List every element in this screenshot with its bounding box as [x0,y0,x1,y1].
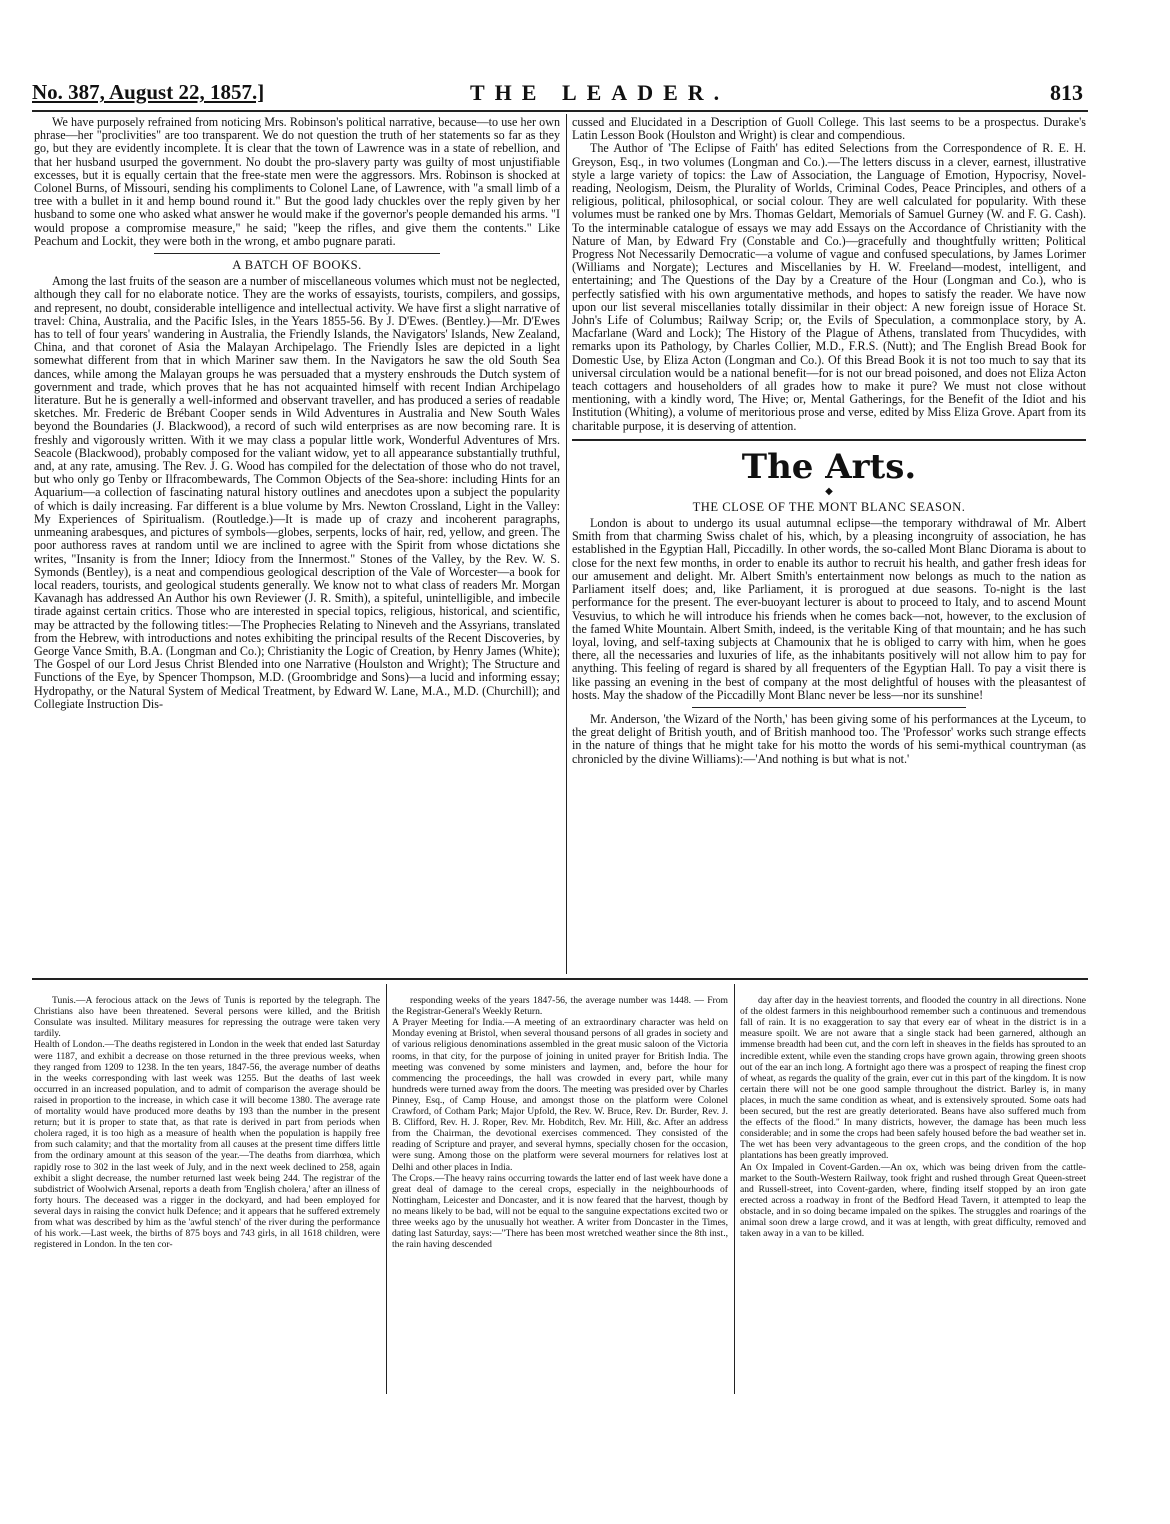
eclipse-of-faith-paragraph: The Author of 'The Eclipse of Faith' has edited Selections from the Correspondence of R. E. H. Greyson, Esq., in two volumes (Longman and Co.).—The letters discuss in a clever, earnest, illustrative style a large variety of topics: the Law of Association, the Language of Emotion, Hypocrisy, Novel-reading, Neologism, Deism, the Plurality of Worlds, Criminal Codes, Peace Principles, and others of a religious, political, philosophical, or social colour. They are well calculated for popularity. With these volumes must be ranked one by Mrs. Thomas Geldart, Memorials of Samuel Gurney (W. and F. G. Cash). To the interminable catalogue of essays we may add Essays on the Accordance of Christianity with the Nature of Man, by Edward Fry (Constable and Co.)—gracefully and thoughtfully written; Political Progress Not Necessarily Democratic—a volume of vague and confused speculations, by James Lorimer (Williams and Norgate); Lectures and Miscellanies by H. W. Freeland—modest, intelligent, and entertaining; and The Questions of the Day by a Creature of the Hour (Longman and Co.), who is perfectly satisfied with his own argumentative methods, and hopes to satisfy the reader. We have now upon our list several miscellanies totally dissimilar in their object: A new foreign issue of Horace St. John's Life of Columbus; Railway Scrip; or, the Evils of Speculation, a commonplace story, by A. Macfarlane (Ward and Lock); The History of the Plague of Athens, translated from Thucydides, with remarks upon its Pathology, by Charles Collier, M.D., F.R.S. (Nutt); and The English Bread Book for Domestic Use, by Eliza Acton (Longman and Co.). Of this Bread Book it is not too much to say that its universal circulation would be a national benefit—for is not our bread poisoned, and does not Eliza Acton teach cottagers and householders of all grades how to make it pure? We must not close without mentioning, with a kindly word, The Hive; or, Mental Gatherings, for the Benefit of the Idiot and his Institution (Whiting), a volume of meritorious prose and verse, edited by Miss Eliza Grove. Apart from its charitable purpose, it is deserving of attention. [572,141,1086,433]
bottom-column-2 [392,984,728,1440]
arts-rule [572,439,1086,441]
top-right-column [572,116,1086,974]
bottom-divider-1 [386,984,387,1394]
bottom-column-1 [34,984,380,1440]
top-column-divider [566,114,567,974]
section-rule [154,253,440,254]
page-number: 813 [1050,80,1083,105]
crops-and-ox-paragraphs: day after day in the heaviest torrents, and flooded the country in all directions. None of the oldest farmers in this neighbourhood remember such a continuous and tremendous fall of rain. It is no exaggeration to say that every ear of wheat in the district is in a measure spoilt. We are not aware that a single stack had been garnered, although an immense breadth had been cut, and the corn left in sheaves in the fields has sprouted to an incredible extent, while even the standing crops have grown again, throwing green shoots out of the ear an inch long. A fortnight ago there was a prospect of reaping the finest crop of wheat, as regards the quality of the grain, ever cut in this part of the kingdom. It is now certain there will not be one good sample throughout the district. Barley is, in many places, in much the same condition as wheat, and is extensively sprouted. Some oats had been secured, but the rest are greatly deteriorated. Beans have also suffered much from the effects of the flood." In many districts, however, the damage has been much less considerable; and in some the crops had been safely housed before the bad weather set in. The wet has been very advantageous to the green crops, and the condition of the hop plantations has been greatly improved. An Ox Impaled in Covent-Garden.—An ox, which was being driven from the cattle-market to the South-Western Railway, took fright and rushed through Great Queen-street and Russell-street, into Covent-garden, where, finding itself stopped by an iron gate erected across a roadway in front of the Bedford Head Tavern, it attempted to leap the obstacle, and in so doing became impaled on the spikes. The struggles and roarings of the animal soon drew a large crowd, and it was at length, with great difficulty, removed and taken away in a van to be killed. [740,995,1086,1240]
arts-heading: The Arts. [741,446,917,487]
batch-of-books-heading: A BATCH OF BOOKS. [232,258,362,273]
ornament-icon: ◆ [825,485,833,497]
mont-blanc-paragraph: London is about to undergo its usual autumnal eclipse—the temporary withdrawal of Mr. Albert Smith from that charming Swiss chalet of his, which, by a pleasing incongruity of association, he has established in the Egyptian Hall, Piccadilly. In other words, the so-called Mont Blanc Diorama is about to close for the next few months, in order to enable its author to recruit his health, and gather fresh ideas for our amusement and delight. Mr. Albert Smith's entertainment now belongs as much to the nation as Parliament itself does; and, like Parliament, it is prorogued at due seasons. To-night is the last performance for the present. The ever-buoyant lecturer is about to proceed to Italy, and to ascend Mount Vesuvius, to which he will introduce his friends when he comes back—not, however, to the exclusion of the famed White Mountain. Albert Smith, indeed, is the veritable King of that mountain; and he has such loyal, loving, and self-taxing subjects at Chamounix that he is obliged to carry with him, when he goes there, all the necessaries and luxuries of life, as the inhabitants positively will not allow him to pay for anything. This feeling of regard is shared by all frequenters of the Egyptian Hall. To pay a visit there is like passing an evening in the best of company at the most delightful of houses with the pleasantest of hosts. May the shadow of the Piccadilly Mont Blanc never be less—nor its sunshine! [572,516,1086,702]
bottom-divider-2 [734,984,735,1394]
continued-paragraph: cussed and Elucidated in a Description of Guoll College. This last seems to be a prospectus. Durake's Latin Lesson Book (Houlston and Wright) is clear and compendious. [572,116,1086,143]
tunis-and-health-paragraphs: Tunis.—A ferocious attack on the Jews of Tunis is reported by the telegraph. The Christians also have been threatened. Several persons were killed, and the British Consulate was insulted. Military measures for repressing the outrage were taken very tardily. Health of London.—The deaths registered in London in the week that ended last Saturday were 1187, and exhibit a decrease on those returned in the three previous weeks, when they ranged from 1209 to 1238. In the ten years, 1847-56, the average number of deaths in the weeks corresponding with last week was 1255. But the deaths of last week occurred in an increased population, and to admit of comparison the average should be raised in proportion to the increase, in which case it will become 1380. The average rate of mortality would have produced more deaths by 193 than the number in the present return; but it is proper to state that, as that rate is derived in part from periods when cholera raged, it is too high as a measure of health when the population is happily free from such calamity; and that the mortality from all causes at the present time differs little from the ordinary amount at this season of the year.—The deaths from diarrhœa, which rapidly rose to 302 in the last week of July, and in the next week declined to 258, again exhibit a slight decrease, the number returned last week being 244. The registrar of the subdistrict of Woolwich Arsenal, reports a death from 'English cholera,' after an illness of forty hours. The deceased was a rigger in the dockyard, and had been employed for several days in raising the convict hulk Defence; and it appears that he suffered extremely from what was described by him as the 'awful stench' of the river during the performance of his work.—Last week, the births of 875 boys and 743 girls, in all 1618 children, were registered in London. In the ten cor- [34,995,380,1251]
batch-of-books-paragraph: Among the last fruits of the season are a number of miscellaneous volumes which must not be neglected, although they call for no elaborate notice. They are the works of essayists, tourists, compilers, and gossips, and represent, no doubt, considerable intelligence and intellectual activity. We have first a slight narrative of travel: China, Australia, and the Pacific Isles, in the Years 1855-56. By J. D'Ewes. (Bentley.)—Mr. D'Ewes has to tell of four years' wandering in Australia, the Friendly Islands, the Navigators' Islands, New Zealand, China, and that coronet of Asia the Malayan Archipelago. The Friendly Isles are depicted in a light somewhat different from that in which Mariner saw them. In the Navigators he saw the old South Sea dances, while among the Malayan groups he was persuaded that a mystery enshrouds the Dutch system of government and trade, which proves that he has not acquainted himself with recent Indian Archipelago literature. But he is generally a well-informed and observant traveller, and has produced a series of readable sketches. Mr. Frederic de Brébant Cooper sends in Wild Adventures in Australia and New South Wales beyond the Boundaries (J. Blackwood), a record of such wild enterprises as are now becoming rare. It is freshly and vigorously written. With it we may class a popular little work, Wonderful Adventures of Mrs. Seacole (Blackwood), probably composed for the valiant widow, yet to all appearance substantially truthful, and, at any rate, amusing. The Rev. J. G. Wood has compiled for the delectation of those who do not travel, but who only go Tenby or Ilfracombewards, The Common Objects of the Sea-shore: including Hints for an Aquarium—a collection of fascinating natural history outlines and anecdotes upon a subject the popularity of which is daily increasing. Far different is a blue volume by Mrs. Newton Crossland, Light in the Valley: My Experiences of Spiritualism. (Routledge.)—It is made up of crazy and incoherent paragraphs, unmeaning arabesques, and pictures of symbols—globes, serpents, locks of hair, red, yellow, and green. The poor authoress raves at random until we are inclined to agree with the Spirit from whose dictations she writes, "Insanity is from the Inner; Idiocy from the Innermost." Stones of the Valley, by the Rev. W. S. Symonds (Bentley), is a neat and compendious geological description of the Vale of Worcester—a book for local readers, tourists, and geological students generally. We know not to what class of readers Mr. Morgan Kavanagh has addressed An Author his own Reviewer (J. R. Smith), a spiteful, unintelligible, and imbecile tirade against certain critics. Those who are interested in special topics, religious, historical, and scientific, may be attracted by the following titles:—The Prophecies Relating to Nineveh and the Assyrians, translated from the Hebrew, with introductions and notes exhibiting the principal results of the Recent Discoveries, by George Vance Smith, B.A. (Longman and Co.); Christianity the Logic of Creation, by Henry James (White); The Gospel of our Lord Jesus Christ Blended into one Narrative (Houlston and Wright); The Structure and Functions of the Eye, by Spencer Thompson, M.D. (Groombridge and Sons)—a lucid and informing essay; Hydropathy, or the Natural System of Medical Treatment, by Edward W. Lane, M.A., M.D. (Churchill); and Collegiate Instruction Dis- [34,274,560,711]
robinson-paragraph: We have purposely refrained from noticing Mrs. Robinson's political narrative, because—to use her own phrase—her "proclivities" are too transparent. We do not question the truth of her statements so far as they go, but they are evidently incomplete. It is clear that the town of Lawrence was in a state of rebellion, and that her husband usurped the government. No doubt the pro-slavery party was guilty of most unjustifiable excesses, but it is equally certain that the free-state men were the aggressors. Mrs. Robinson is shocked at Colonel Burns, of Missouri, sending his compliments to Colonel Lane, of Lawrence, with "a small limb of a tree with a bullet in it and hemp bound round it." But the good lady chuckles over the reply given by her husband to some one who asked what answer he would make if the governor's people demanded his arms. "I would propose a compromise measure," he said; "keep the rifles, and give them the contents." Like Peachum and Lockit, they were both in the wrong, et ambo pugnare parati. [34,116,560,248]
top-left-column [34,116,560,974]
section-rule [692,707,966,708]
issue-date-header: No. 387, August 22, 1857.] [32,80,265,104]
masthead-title: THE LEADER. [470,80,730,105]
anderson-paragraph: Mr. Anderson, 'the Wizard of the North,' has been giving some of his performances at the Lyceum, to the great delight of British youth, and of British manhood too. The 'Professor' works such strange effects in the nature of things that he might take for his motto the words of his semi-mythical countryman (as chronicled by the divine Williams):—'And nothing is but what is not.' [572,711,1086,766]
mont-blanc-heading: THE CLOSE OF THE MONT BLANC SEASON. [692,499,966,514]
header-rule [32,110,1088,112]
bottom-column-3 [740,984,1086,1440]
prayer-meeting-and-crops-paragraphs: responding weeks of the years 1847-56, the average number was 1448. — From the Registrar-General's Weekly Return. A Prayer Meeting for India.—A meeting of an extraordinary character was held on Monday evening at Bristol, when several thousand persons of all grades in society and of various religious denominations assembled in the great music saloon of the Victoria rooms, in that city, for the purpose of joining in united prayer for British India. The meeting was convened by some ministers and laymen, and, before the hour for commencing the proceedings, the hall was crowded in every part, while many hundreds were turned away from the doors. The meeting was presided over by Charles Pinney, Esq., of Camp House, and amongst those on the platform were Colonel Crawford, of Cotham Park; Major Upfold, the Rev. W. Bruce, Rev. Dr. Burder, Rev. J. B. Clifford, Rev. H. J. Roper, Rev. Mr. Hobditch, Rev. Mr. Hill, &c. After an address from the Chairman, the devotional exercises commenced. They consisted of the reading of Scripture and prayer, and several hymns, specially chosen for the occasion, were sung. Among those on the platform were several mourners for relatives lost at Delhi and other places in India. The Crops.—The heavy rains occurring towards the latter end of last week have done a great deal of damage to the cereal crops, especially in the neighbourhoods of Nottingham, Leicester and Doncaster, and it is now feared that the harvest, though by no means likely to be bad, will not be equal to the sanguine expectations excited two or three weeks ago by the unusually hot weather. A writer from Doncaster in the Times, dating last Saturday, says:—"There has been most wretched weather since the 8th inst., the rain having descended [392,995,728,1251]
bottom-section-rule [32,978,1088,980]
